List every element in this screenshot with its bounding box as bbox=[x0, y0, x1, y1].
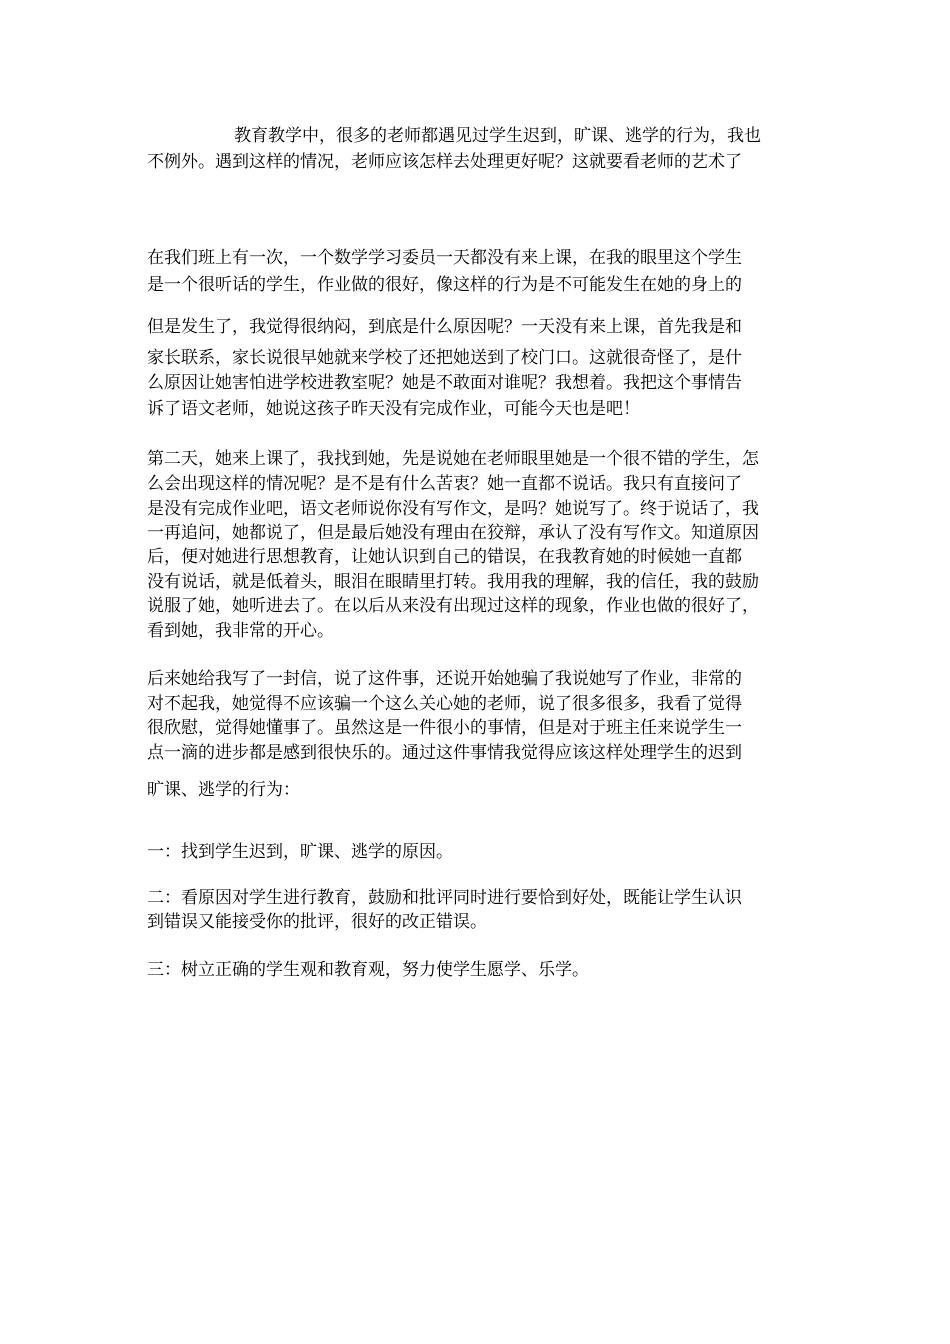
point-two-line: 到错误又能接受你的批评，很好的改正错误。 bbox=[147, 912, 487, 932]
story-line: 是一个很听话的学生，作业做的很好，像这样的行为是不可能发生在她的身上的 bbox=[147, 275, 742, 295]
second-day-line: 后，便对她进行思想教育，让她认识到自己的错误，在我教育她的时候她一直都 bbox=[147, 547, 742, 567]
story-line: 家长联系，家长说很早她就来学校了还把她送到了校门口。这就很奇怪了，是什 bbox=[147, 348, 742, 368]
story-line: 么原因让她害怕进学校进教室呢？她是不敢面对谁呢？我想着。我把这个事情告 bbox=[147, 373, 742, 393]
story-line: 诉了语文老师，她说这孩子昨天没有完成作业，可能今天也是吧！ bbox=[147, 399, 640, 419]
letter-line: 点一滴的进步都是感到很快乐的。通过这件事情我觉得应该这样处理学生的迟到 bbox=[147, 743, 742, 763]
letter-line: 旷课、逃学的行为： bbox=[147, 780, 300, 800]
second-day-line: 第二天，她来上课了，我找到她，先是说她在老师眼里她是一个很不错的学生，怎 bbox=[147, 449, 759, 469]
second-day-line: 没有说话，就是低着头，眼泪在眼睛里打转。我用我的理解，我的信任，我的鼓励 bbox=[147, 572, 759, 592]
intro-line: 教育教学中，很多的老师都遇见过学生迟到，旷课、逃学的行为，我也 bbox=[234, 126, 761, 146]
story-line: 但是发生了，我觉得很纳闷，到底是什么原因呢？一天没有来上课，首先我是和 bbox=[147, 317, 742, 337]
second-day-line: 说服了她，她听进去了。在以后从来没有出现过这样的现象，作业也做的很好了， bbox=[147, 596, 759, 616]
second-day-line: 是没有完成作业吧，语文老师说你没有写作文，是吗？她说写了。终于说话了，我 bbox=[147, 499, 759, 519]
point-one: 一：找到学生迟到，旷课、逃学的原因。 bbox=[147, 842, 453, 862]
story-line: 在我们班上有一次，一个数学学习委员一天都没有来上课，在我的眼里这个学生 bbox=[147, 248, 742, 268]
letter-line: 很欣慰，觉得她懂事了。虽然这是一件很小的事情，但是对于班主任来说学生一 bbox=[147, 718, 742, 738]
second-day-line: 看到她，我非常的开心。 bbox=[147, 621, 334, 641]
intro-line: 不例外。遇到这样的情况，老师应该怎样去处理更好呢？这就要看老师的艺术了 bbox=[147, 152, 742, 172]
second-day-line: 么会出现这样的情况呢？是不是有什么苦衷？她一直都不说话。我只有直接问了 bbox=[147, 474, 742, 494]
second-day-line: 一再追问，她都说了，但是最后她没有理由在狡辩，承认了没有写作文。知道原因 bbox=[147, 523, 759, 543]
point-two-line: 二：看原因对学生进行教育，鼓励和批评同时进行要恰到好处，既能让学生认识 bbox=[147, 888, 742, 908]
point-three: 三：树立正确的学生观和教育观，努力使学生愿学、乐学。 bbox=[147, 960, 589, 980]
letter-line: 后来她给我写了一封信，说了这件事，还说开始她骗了我说她写了作业，非常的 bbox=[147, 669, 742, 689]
letter-line: 对不起我，她觉得不应该骗一个这么关心她的老师，说了很多很多，我看了觉得 bbox=[147, 694, 742, 714]
